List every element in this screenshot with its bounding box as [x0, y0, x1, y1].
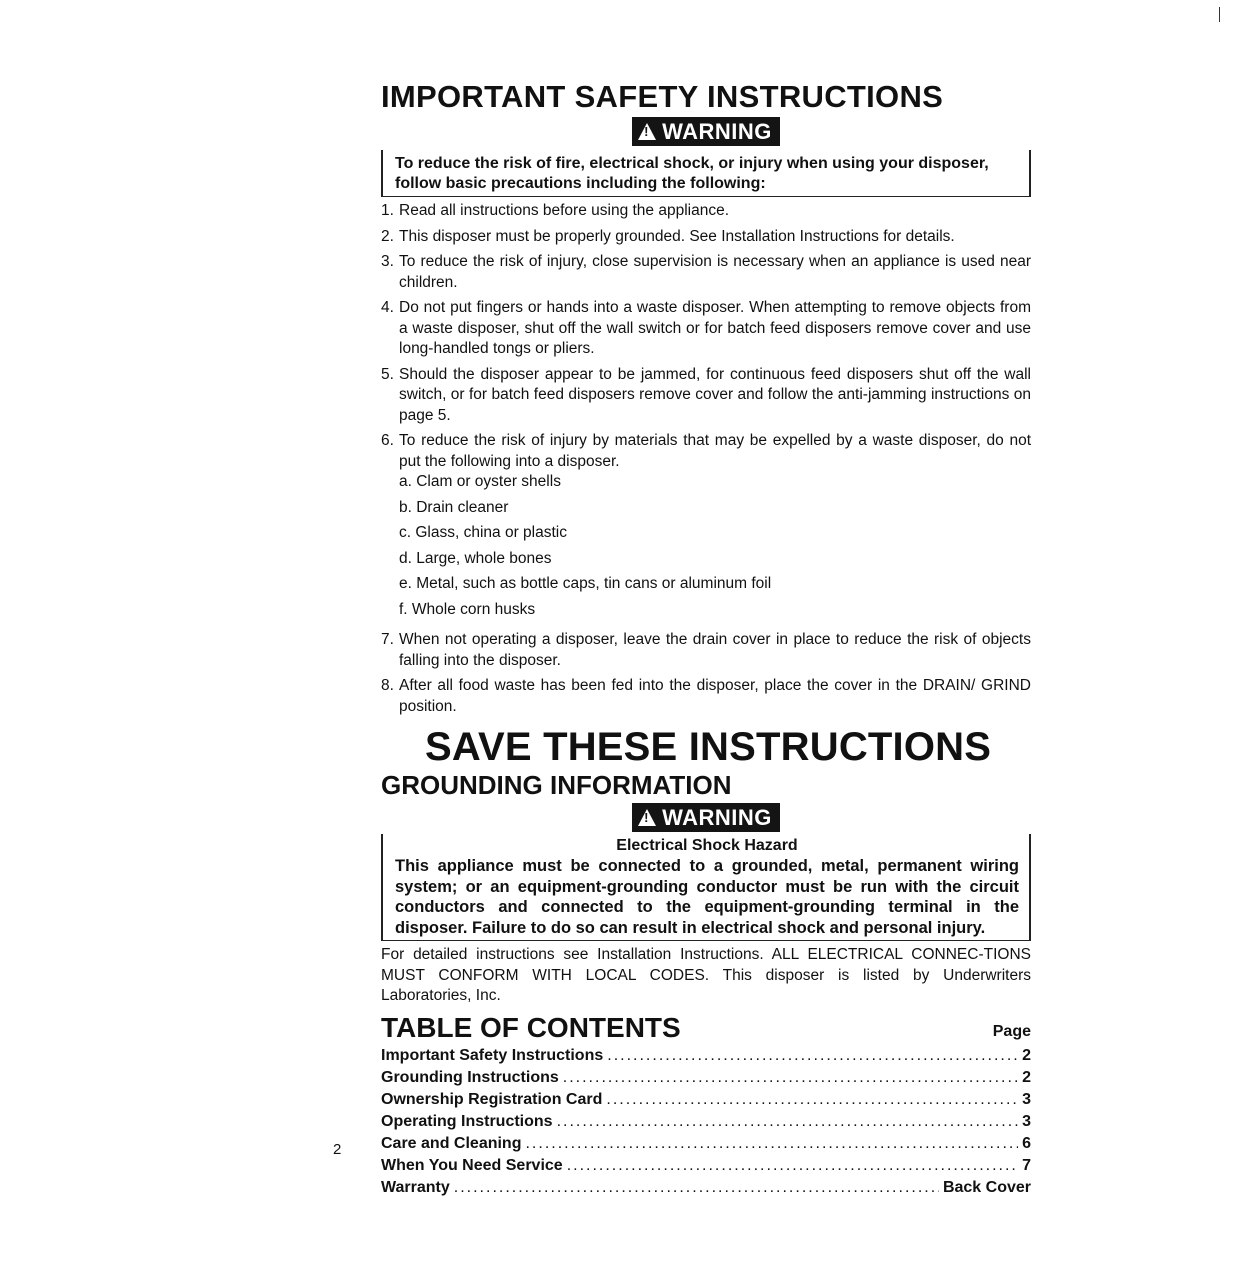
sub-item: b. Drain cleaner: [399, 498, 509, 516]
table-of-contents: [381, 1047, 1031, 1201]
page-title: IMPORTANT SAFETY INSTRUCTIONS: [381, 79, 944, 114]
toc-entry: Ownership Registration Card ..... 3: [381, 1091, 1031, 1113]
grounding-heading: GROUNDING INFORMATION: [381, 770, 732, 801]
sub-item: e. Metal, such as bottle caps, tin cans or aluminum foil: [399, 575, 772, 593]
list-item: 6. To reduce the risk of injury by materials that may be expelled by a waste disposer, do not put the following into a disposer. a. Clam or oyster shells b. Drain cleaner c. Glass, china or plastic d. Large, whole bones e. Metal, such as bottle caps, tin cans or aluminum foil f. Whole corn husks: [381, 431, 1031, 625]
sub-list: [399, 472, 1031, 620]
warning-badge: [632, 803, 780, 832]
warning-intro-box: To reduce the risk of fire, electrical shock, or injury when using your disposer, follow basic precautions including the following:: [381, 150, 1031, 197]
toc-header: [381, 1013, 1031, 1044]
warning-label: WARNING: [662, 119, 772, 145]
list-item: 7. When not operating a disposer, leave the drain cover in place to reduce the risk of objects falling into the disposer.: [381, 631, 1031, 669]
list-item: 2. This disposer must be properly grounded. See Installation Instructions for details.: [381, 227, 955, 245]
toc-entry: When You Need Service ..... 7: [381, 1157, 1031, 1179]
toc-entry: Important Safety Instructions ..... 2: [381, 1047, 1031, 1069]
sub-item: f. Whole corn husks: [399, 600, 536, 618]
list-item: 8. After all food waste has been fed into the disposer, place the cover in the DRAIN/ GRIND position.: [381, 677, 1031, 715]
warning-badge: [632, 117, 780, 146]
toc-entry: Warranty ..... Back Cover: [381, 1179, 1031, 1201]
list-item: 5. Should the disposer appear to be jammed, for continuous feed disposers shut off the wall switch, or for batch feed disposers remove cover and follow the anti-jamming instructions on page 5.: [381, 365, 1031, 424]
sub-item: a. Clam or oyster shells: [399, 473, 561, 491]
hazard-text: This appliance must be connected to a grounded, metal, permanent wiring system; or an equipment-grounding conductor must be run with the circuit conductors and connected to the equipment-grounding terminal in the disposer. Failure to do so can result in electrical shock and personal injury.: [395, 857, 1019, 937]
sub-item: d. Large, whole bones: [399, 549, 552, 567]
toc-entry: Grounding Instructions ..... 2: [381, 1069, 1031, 1091]
toc-entry: Care and Cleaning ..... 6: [381, 1135, 1031, 1157]
page-number: 2: [333, 1141, 342, 1158]
list-item: 4. Do not put fingers or hands into a waste disposer. When attempting to remove objects from a waste disposer, shut off the wall switch or for batch feed disposers remove cover and use long-handled tongs or pliers.: [381, 299, 1031, 358]
list-item: 1. Read all instructions before using the appliance.: [381, 202, 730, 220]
warning-triangle-icon: [638, 809, 656, 826]
scan-mark: [1219, 7, 1220, 22]
save-heading: SAVE THESE INSTRUCTIONS: [425, 725, 992, 770]
hazard-box: [381, 834, 1031, 942]
toc-heading: TABLE OF CONTENTS: [381, 1011, 681, 1043]
sub-item: c. Glass, china or plastic: [399, 524, 567, 542]
detail-text: For detailed instructions see Installation Instructions. ALL ELECTRICAL CONNEC-TIONS MUST CONFORM WITH LOCAL CODES. This disposer is listed by Underwriters Laboratories, Inc.: [381, 946, 1031, 1005]
hazard-title: Electrical Shock Hazard: [616, 836, 798, 854]
manual-page: [381, 80, 1031, 1201]
toc-entry: Operating Instructions ..... 3: [381, 1113, 1031, 1135]
warning-label: WARNING: [662, 804, 772, 830]
warning-triangle-icon: [638, 123, 656, 140]
toc-page-label: Page: [992, 1023, 1031, 1041]
safety-list: [381, 201, 1031, 717]
list-item: 3. To reduce the risk of injury, close supervision is necessary when an appliance is used near children.: [381, 253, 1031, 291]
